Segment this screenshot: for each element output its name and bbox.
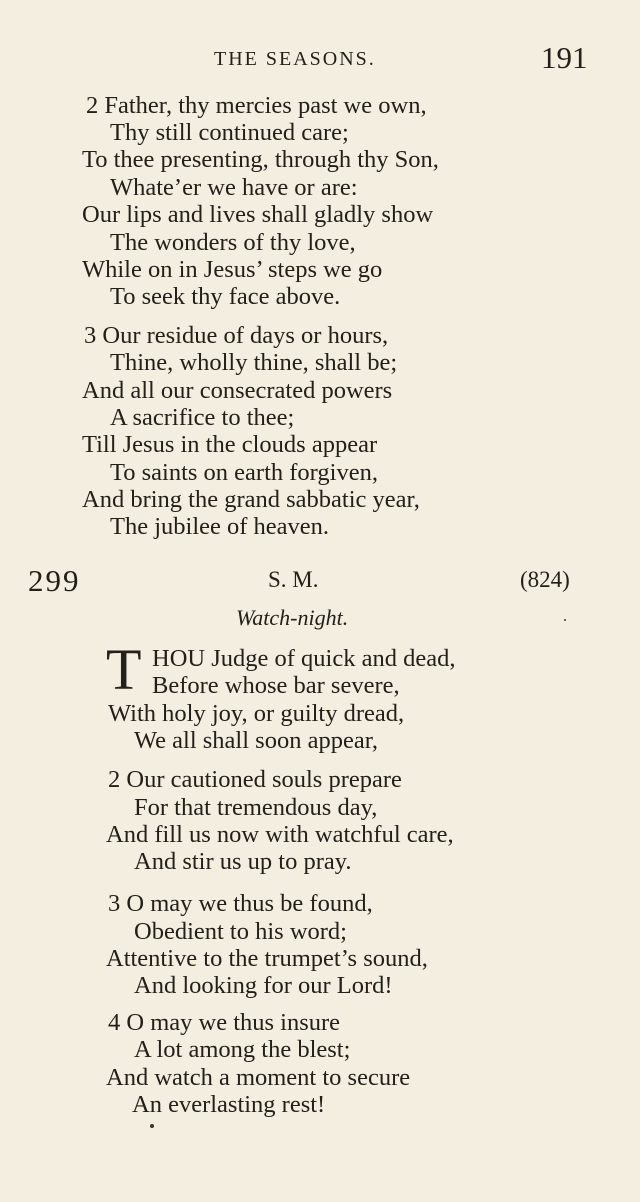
stanza-2-line-3: To thee presenting, through thy Son, <box>82 146 439 173</box>
verse-3-line-4: And looking for our Lord! <box>134 972 393 999</box>
stanza-2-line-1: 2 Father, thy mercies past we own, <box>86 92 427 119</box>
verse-3-line-1: 3 O may we thus be found, <box>108 890 373 917</box>
stanza-3-line-5: Till Jesus in the clouds appear <box>82 431 378 458</box>
stanza-2-line-6: The wonders of thy love, <box>110 229 356 256</box>
stanza-3-line-7: And bring the grand sabbatic year, <box>82 486 420 513</box>
stanza-3-line-6: To saints on earth forgiven, <box>110 459 378 486</box>
verse-1-line-4: We all shall soon appear, <box>134 727 379 754</box>
stanza-2-line-5: Our lips and lives shall gladly show <box>82 201 434 228</box>
page-speck <box>564 619 566 621</box>
verse-4-line-1: 4 O may we thus insure <box>108 1009 341 1036</box>
hymn-meter: S. M. <box>268 567 319 592</box>
stanza-3-line-2: Thine, wholly thine, shall be; <box>110 349 398 376</box>
stanza-2-line-7: While on in Jesus’ steps we go <box>82 256 383 283</box>
page-number: 191 <box>541 40 588 75</box>
stanza-3-line-1: 3 Our residue of days or hours, <box>84 322 389 349</box>
ink-dot <box>150 1124 154 1128</box>
verse-4-line-3: And watch a moment to secure <box>106 1064 411 1091</box>
tune-number: (824) <box>520 567 570 592</box>
verse-2-line-3: And fill us now with watchful care, <box>106 821 454 848</box>
verse-4-line-4: An everlasting rest! <box>132 1091 326 1118</box>
verse-2-line-1: 2 Our cautioned souls prepare <box>108 766 402 793</box>
verse-3-line-2: Obedient to his word; <box>134 918 347 945</box>
verse-4-line-2: A lot among the blest; <box>134 1036 351 1063</box>
stanza-2-line-4: Whate’er we have or are: <box>110 174 358 201</box>
verse-1-line-3: With holy joy, or guilty dread, <box>108 700 405 727</box>
running-title: THE SEASONS. <box>214 48 376 70</box>
verse-1-line-1: HOU Judge of quick and dead, <box>152 645 456 672</box>
stanza-2-line-8: To seek thy face above. <box>110 283 341 310</box>
verse-2-line-4: And stir us up to pray. <box>134 848 352 875</box>
verse-2-line-2: For that tremendous day, <box>134 794 378 821</box>
stanza-3-line-3: And all our consecrated powers <box>82 377 393 404</box>
stanza-3-line-8: The jubilee of heaven. <box>110 513 330 540</box>
verse-3-line-3: Attentive to the trumpet’s sound, <box>106 945 428 972</box>
drop-cap: T <box>106 637 142 702</box>
stanza-2-line-2: Thy still continued care; <box>110 119 349 146</box>
verse-1-line-2: Before whose bar severe, <box>152 672 400 699</box>
hymn-number: 299 <box>28 563 81 598</box>
hymn-subtitle: Watch-night. <box>236 605 349 630</box>
stanza-3-line-4: A sacrifice to thee; <box>110 404 295 431</box>
